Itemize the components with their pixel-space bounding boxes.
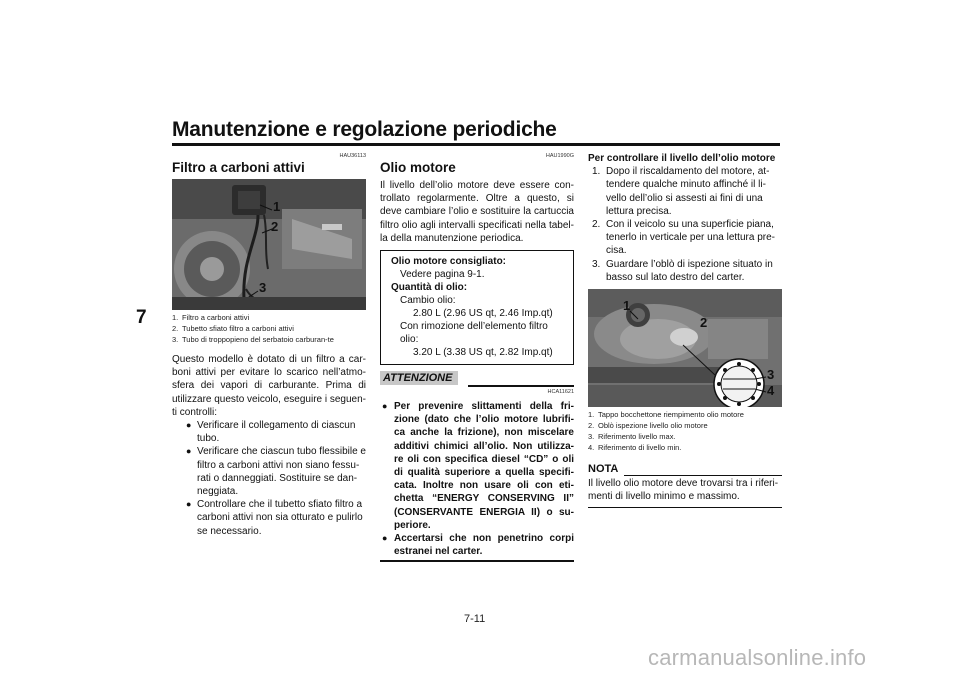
caption-item: 2. Tubetto sfiato filtro a carboni attivi (172, 324, 294, 333)
section-title-oil-check: Per controllare il livello dell’olio motore (588, 153, 776, 164)
list-item: ● Controllare che il tubetto sfiato filtro a carboni attivi non sia otturato e pulirlo se necessario. (186, 499, 363, 537)
list-item: 1. Dopo il riscaldamento del motore, at-tendere qualche minuto affinché il li-vello dell’olio si assesti ai fini di una lettura precisa. (592, 166, 770, 217)
list-item: ● Accertarsi che non penetrino corpi estranei nel carter. (382, 533, 574, 558)
recommended-oil-box (380, 250, 574, 365)
chapter-tab: 7 (136, 307, 162, 337)
column-3 (588, 152, 782, 508)
caption-item: 1. Filtro a carboni attivi (172, 313, 250, 322)
carbon-filter-photo (172, 179, 366, 310)
box-value: 3.20 L (3.38 US qt, 2.82 Imp.qt) (413, 347, 553, 359)
nota-rule (624, 475, 782, 476)
page-title: Manutenzione e regolazione periodiche (172, 118, 557, 141)
column-2 (380, 152, 574, 562)
box-label: Olio motore consigliato: (391, 256, 507, 268)
list-item: 3. Guardare l’oblò di ispezione situato in basso sul lato destro del carter. (592, 258, 773, 283)
callout-2: 2 (700, 315, 708, 331)
callout-1: 1 (273, 199, 281, 214)
section-code: HAU36113 (339, 153, 366, 159)
callout-3: 3 (259, 280, 267, 295)
nota-header (588, 463, 782, 477)
callout-2: 2 (271, 219, 279, 234)
section-title-engine-oil: Olio motore (380, 160, 456, 175)
attention-label: ATTENZIONE (380, 371, 458, 385)
box-label: Cambio olio: (400, 295, 456, 307)
box-label: Quantità di olio: (391, 282, 468, 294)
header-rule (172, 143, 780, 146)
nota-text: Il livello olio motore deve trovarsi tra i riferi-menti di livello minimo e massimo. (588, 478, 779, 503)
column-1 (172, 152, 366, 538)
caption-item: 1. Tappo bocchettone riempimento olio motore (588, 410, 744, 420)
engine-oil-illustration (588, 289, 782, 407)
attention-rule (468, 385, 574, 387)
list-item: ● Per prevenire slittamenti della fri-zione (dato che l’olio motore lubrifi-ca anche la frizione), non miscelare additivi chimici all’olio. Non utilizza-re oli con specifica diesel “CD” o oli di qualità superiore a quella specifi-cata. Inoltre non usare oli con eti-chetta “ENERGY CONSERVING II” (CONSERVANTE ENERGIA II) o su-periore. (382, 401, 574, 531)
nota-label: NOTA (588, 463, 619, 476)
page-number: 7-11 (464, 613, 486, 625)
attention-header (380, 371, 574, 387)
callout-4: 4 (767, 383, 775, 399)
attention-code: HCA11621 (547, 389, 574, 396)
box-label: olio: (400, 334, 419, 346)
box-value: Vedere pagina 9-1. (400, 269, 485, 281)
caption-item: 3. Tubo di troppopieno del serbatoio carburan-te (172, 335, 334, 344)
box-label: Con rimozione dell’elemento filtro (400, 321, 548, 333)
callout-3: 3 (767, 367, 775, 383)
caption-item: 4. Riferimento di livello min. (588, 443, 682, 453)
list-item: ● Verificare il collegamento di ciascun tubo. (186, 420, 356, 445)
engine-oil-captions (588, 409, 782, 453)
carbon-filter-captions (172, 312, 366, 345)
attention-bottom-rule (380, 560, 574, 562)
carbon-filter-intro: Questo modello è dotato di un filtro a car-boni attivi per evitare lo scarico nell’atmo-sfera dei vapori di carburante. Prima di utilizzare questo veicolo, eseguire i seguen-ti controlli: (172, 354, 366, 418)
attention-list (382, 400, 574, 558)
carbon-filter-illustration (172, 179, 366, 310)
carbon-filter-checklist (186, 419, 366, 538)
box-value: 2.80 L (2.96 US qt, 2.46 Imp.qt) (413, 308, 553, 320)
oil-check-steps (592, 165, 782, 284)
callout-1: 1 (623, 298, 631, 314)
nota-bottom-rule (588, 507, 782, 508)
list-item: 2. Con il veicolo su una superficie piana, tenerlo in verticale per una lettura pre-cisa. (592, 219, 775, 257)
caption-item: 2. Oblò ispezione livello olio motore (588, 421, 708, 431)
list-item: ● Verificare che ciascun tubo flessibile e filtro a carboni attivi non siano fessu-rati o danneggiati. Sostituire se dan-neggiata. (186, 446, 366, 498)
section-code: HAU1990G (545, 153, 574, 159)
engine-oil-photo (588, 289, 782, 407)
watermark: carmanualsonline.info (648, 645, 867, 670)
engine-oil-body: Il livello dell’olio motore deve essere con-trollato regolarmente. Oltre a questo, si deve cambiare l’olio e sostituire la cartuccia filtro olio agli intervalli specificati nella tabel-la della manutenzione periodica. (380, 180, 574, 244)
caption-item: 3. Riferimento livello max. (588, 432, 676, 442)
section-title-carbon-filter: Filtro a carboni attivi (172, 160, 305, 175)
